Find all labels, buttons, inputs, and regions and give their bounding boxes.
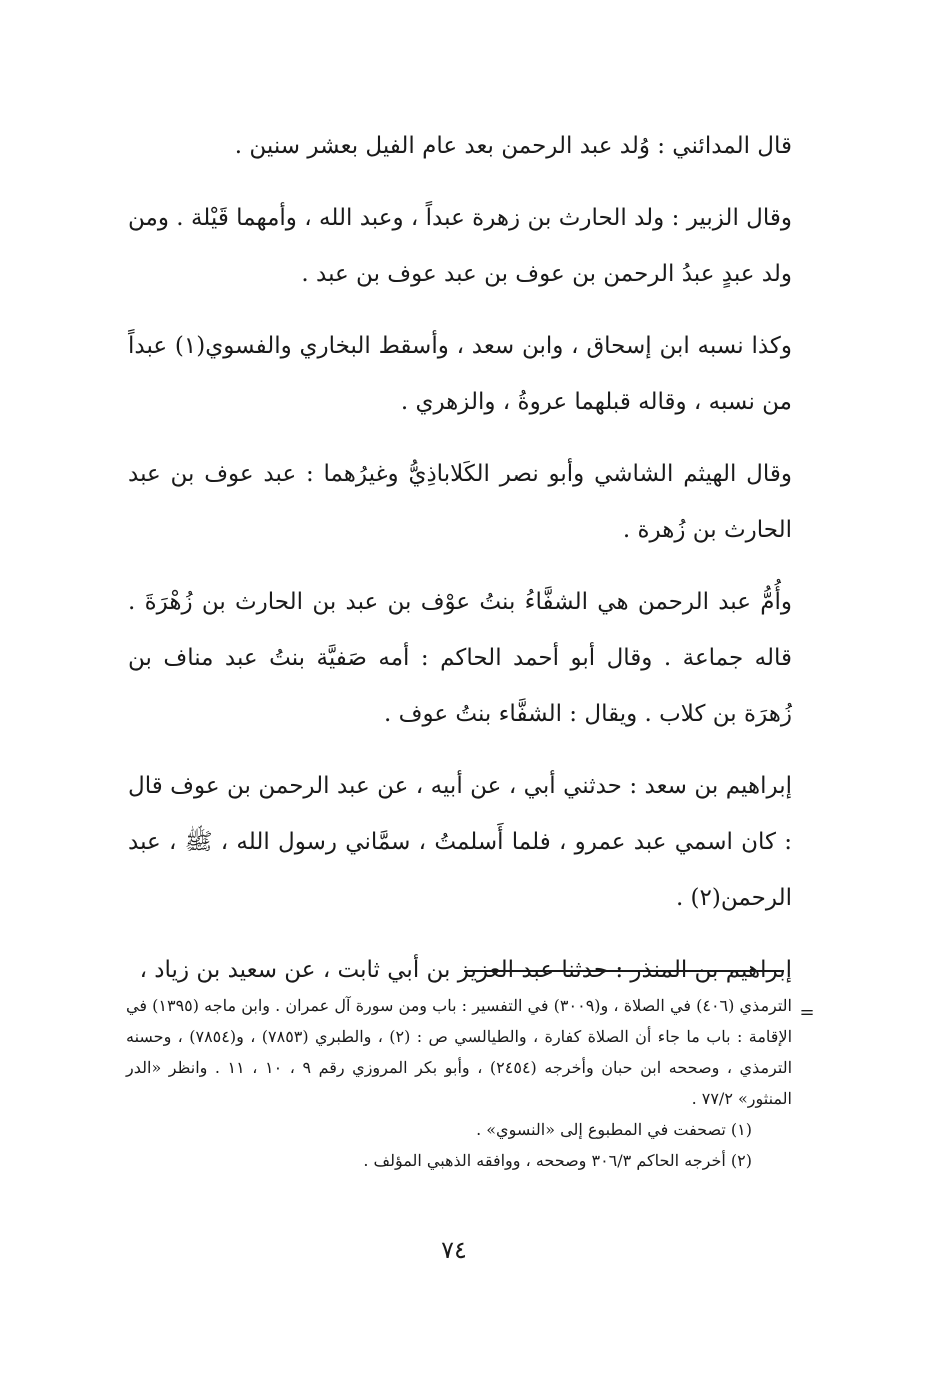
paragraph-3: وكذا نسبه ابن إسحاق ، وابن سعد ، وأسقط البخاري والفسوي(١) عبداً من نسبه ، وقاله قبلهما عروةُ ، والزهري . (128, 333, 792, 415)
footnotes (126, 990, 792, 1176)
page-number: ٧٤ (441, 1236, 467, 1264)
paragraph-5: وأُمُّ عبد الرحمن هي الشفَّاءُ بنتُ عوْف بن عبد بن الحارث بن زُهْرَةَ . قاله جماعة . وقال أبو أحمد الحاكم : أمه صَفيَّة بنتُ عبد مناف بن زُهرَة بن كلاب . ويقال : الشفَّاء بنتُ عوف . (128, 589, 792, 727)
footnote-1: (١) تصحفت في المطبوع إلى «النسوي» . (476, 1120, 752, 1139)
paragraph-7: إبراهيم بن المنذر : حدثنا عبد العزيز بن أبي ثابت ، عن سعيد بن زياد ، (139, 957, 792, 983)
footnote-continuation: الترمذي (٤٠٦) في الصلاة ، و(٣٠٠٩) في التفسير : باب ومن سورة آل عمران . وابن ماجه (١٣٩٥) في الإقامة : باب ما جاء أن الصلاة كفارة ، والطيالسي ص : (٢) ، والطبري (٧٨٥٣) ، و(٧٨٥٤) ، وحسنه الترمذي ، وصححه ابن حبان وأخرجه (٢٤٥٤) ، وأبو بكر المروزي رقم ٩ ، ١٠ ، ١١ . وانظر «الدر المنثور» ٧٧/٢ . (126, 996, 793, 1108)
paragraph-6: إبراهيم بن سعد : حدثني أبي ، عن أبيه ، عن عبد الرحمن بن عوف قال : كان اسمي عبد عمرو ، فلما أَسلمتُ ، سمَّاني رسول الله ، ﷺ ، عبد الرحمن(٢) . (128, 773, 792, 911)
footnote-2: (٢) أخرجه الحاكم ٣٠٦/٣ وصححه ، ووافقه الذهبي المؤلف . (363, 1151, 752, 1170)
footnote-continuation-mark: = (799, 1002, 815, 1023)
paragraph-1: قال المدائني : وُلد عبد الرحمن بعد عام الفيل بعشر سنين . (234, 133, 792, 159)
footnote-divider (464, 970, 784, 972)
paragraph-2: وقال الزبير : ولد الحارث بن زهرة عبداً ، وعبد الله ، وأمهما قَيْلة . ومن ولد عبدٍ عبدُ الرحمن بن عوف بن عبد عوف بن عبد . (128, 205, 792, 287)
paragraph-4: وقال الهيثم الشاشي وأبو نصر الكَلاباذِيُّ وغيرُهما : عبد عوف بن عبد الحارث بن زُهرة . (128, 461, 792, 543)
main-text (128, 118, 792, 1014)
